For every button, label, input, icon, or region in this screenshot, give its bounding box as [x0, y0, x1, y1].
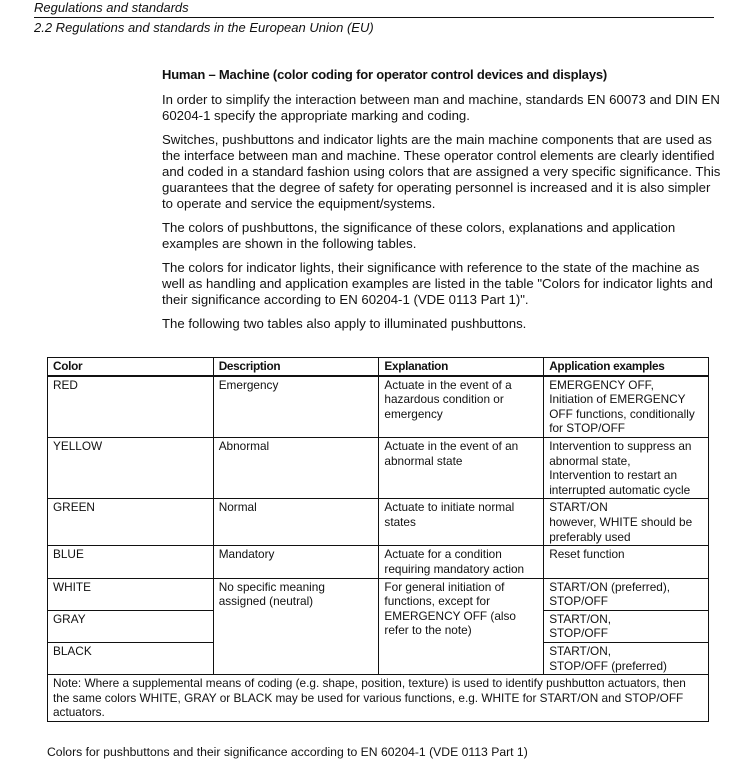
application-line: START/ON,: [549, 611, 612, 626]
application-line: START/ON: [549, 500, 608, 515]
application-line: however, WHITE should be preferably used: [549, 514, 693, 544]
paragraph: Switches, pushbuttons and indicator lights are the main machine components that are used as the interface between man and machine. These operator control elements are clearly identified and coded in a standard fashion using colors that are assigned a very specific significance. This guarantees that the degree of safety for operating personnel is increased and it is also simpler to operate and service the equipment/systems.: [162, 132, 721, 211]
cell-description: Emergency: [213, 376, 379, 438]
paragraph: The colors of pushbuttons, the significance of these colors, explanations and application examples are shown in the following tables.: [162, 220, 676, 251]
cell-application: [544, 376, 709, 438]
application-line: STOP/OFF: [549, 626, 608, 641]
cell-color: BLACK: [48, 642, 214, 674]
column-header-explanation: Explanation: [379, 358, 544, 376]
table-row: [48, 578, 709, 610]
application-line: Intervention to restart an interrupted automatic cycle: [549, 468, 691, 497]
cell-color: BLUE: [48, 546, 214, 578]
cell-explanation: Actuate for a condition requiring mandatory action: [379, 546, 544, 578]
paragraph: The colors for indicator lights, their significance with reference to the state of the machine as well as handling and application examples are listed in the table "Colors for indicator lights and their significance according to EN 60204-1 (VDE 0113 Part 1)".: [162, 260, 713, 307]
table-row: [48, 376, 709, 438]
cell-color: GREEN: [48, 499, 214, 546]
table-row: [48, 546, 709, 578]
application-line: Reset function: [549, 547, 625, 562]
application-line: START/ON (preferred),: [549, 579, 671, 594]
cell-application: [544, 610, 709, 642]
table-row: [48, 437, 709, 498]
cell-explanation: Actuate in the event of an abnormal state: [379, 437, 544, 498]
cell-explanation: Actuate in the event of a hazardous condition or emergency: [379, 376, 544, 438]
table-note: Note: Where a supplemental means of coding (e.g. shape, position, texture) is used to identify pushbutton actuators, then the same colors WHITE, GRAY or BLACK may be used for various functions, e.g. WHITE for START/ON and STOP/OFF actuators.: [48, 675, 709, 722]
running-header-chapter: Regulations and standards: [34, 0, 714, 18]
section-heading: Human – Machine (color coding for operator control devices and displays): [162, 67, 608, 82]
column-header-color: Color: [48, 358, 214, 376]
application-line: EMERGENCY OFF,: [549, 377, 654, 392]
cell-description: Abnormal: [213, 437, 379, 498]
cell-description: Mandatory: [213, 546, 379, 578]
cell-application: [544, 499, 709, 546]
cell-color: YELLOW: [48, 437, 214, 498]
column-header-description: Description: [213, 358, 379, 376]
cell-description: No specific meaning assigned (neutral): [213, 578, 379, 675]
table-note-row: [48, 675, 709, 722]
cell-application: [544, 437, 709, 498]
pushbutton-color-table: [47, 357, 709, 722]
cell-color: GRAY: [48, 610, 214, 642]
application-line: STOP/OFF: [549, 594, 608, 609]
table-header-row: [48, 358, 709, 376]
paragraph: The following two tables also apply to illuminated pushbuttons.: [162, 316, 527, 331]
body-content: [162, 67, 722, 340]
paragraph: In order to simplify the interaction between man and machine, standards EN 60073 and DIN EN 60204-1 specify the appropriate marking and coding.: [162, 92, 720, 123]
table-row: [48, 499, 709, 546]
application-line: START/ON,: [549, 643, 612, 658]
cell-application: [544, 546, 709, 578]
cell-explanation: For general initiation of functions, except for EMERGENCY OFF (also refer to the note): [379, 578, 544, 675]
application-line: Intervention to suppress an abnormal state,: [549, 438, 692, 468]
column-header-application: Application examples: [544, 358, 709, 376]
table-caption: Colors for pushbuttons and their significance according to EN 60204-1 (VDE 0113 Part 1): [47, 745, 528, 759]
cell-explanation: Actuate to initiate normal states: [379, 499, 544, 546]
application-line: STOP/OFF (preferred): [549, 658, 667, 673]
application-line: Initiation of EMERGENCY OFF functions, conditionally for STOP/OFF: [549, 392, 695, 436]
cell-description: Normal: [213, 499, 379, 546]
running-header-section: 2.2 Regulations and standards in the European Union (EU): [34, 20, 374, 35]
cell-color: WHITE: [48, 578, 214, 610]
cell-color: RED: [48, 376, 214, 438]
cell-application: [544, 578, 709, 610]
cell-application: [544, 642, 709, 674]
